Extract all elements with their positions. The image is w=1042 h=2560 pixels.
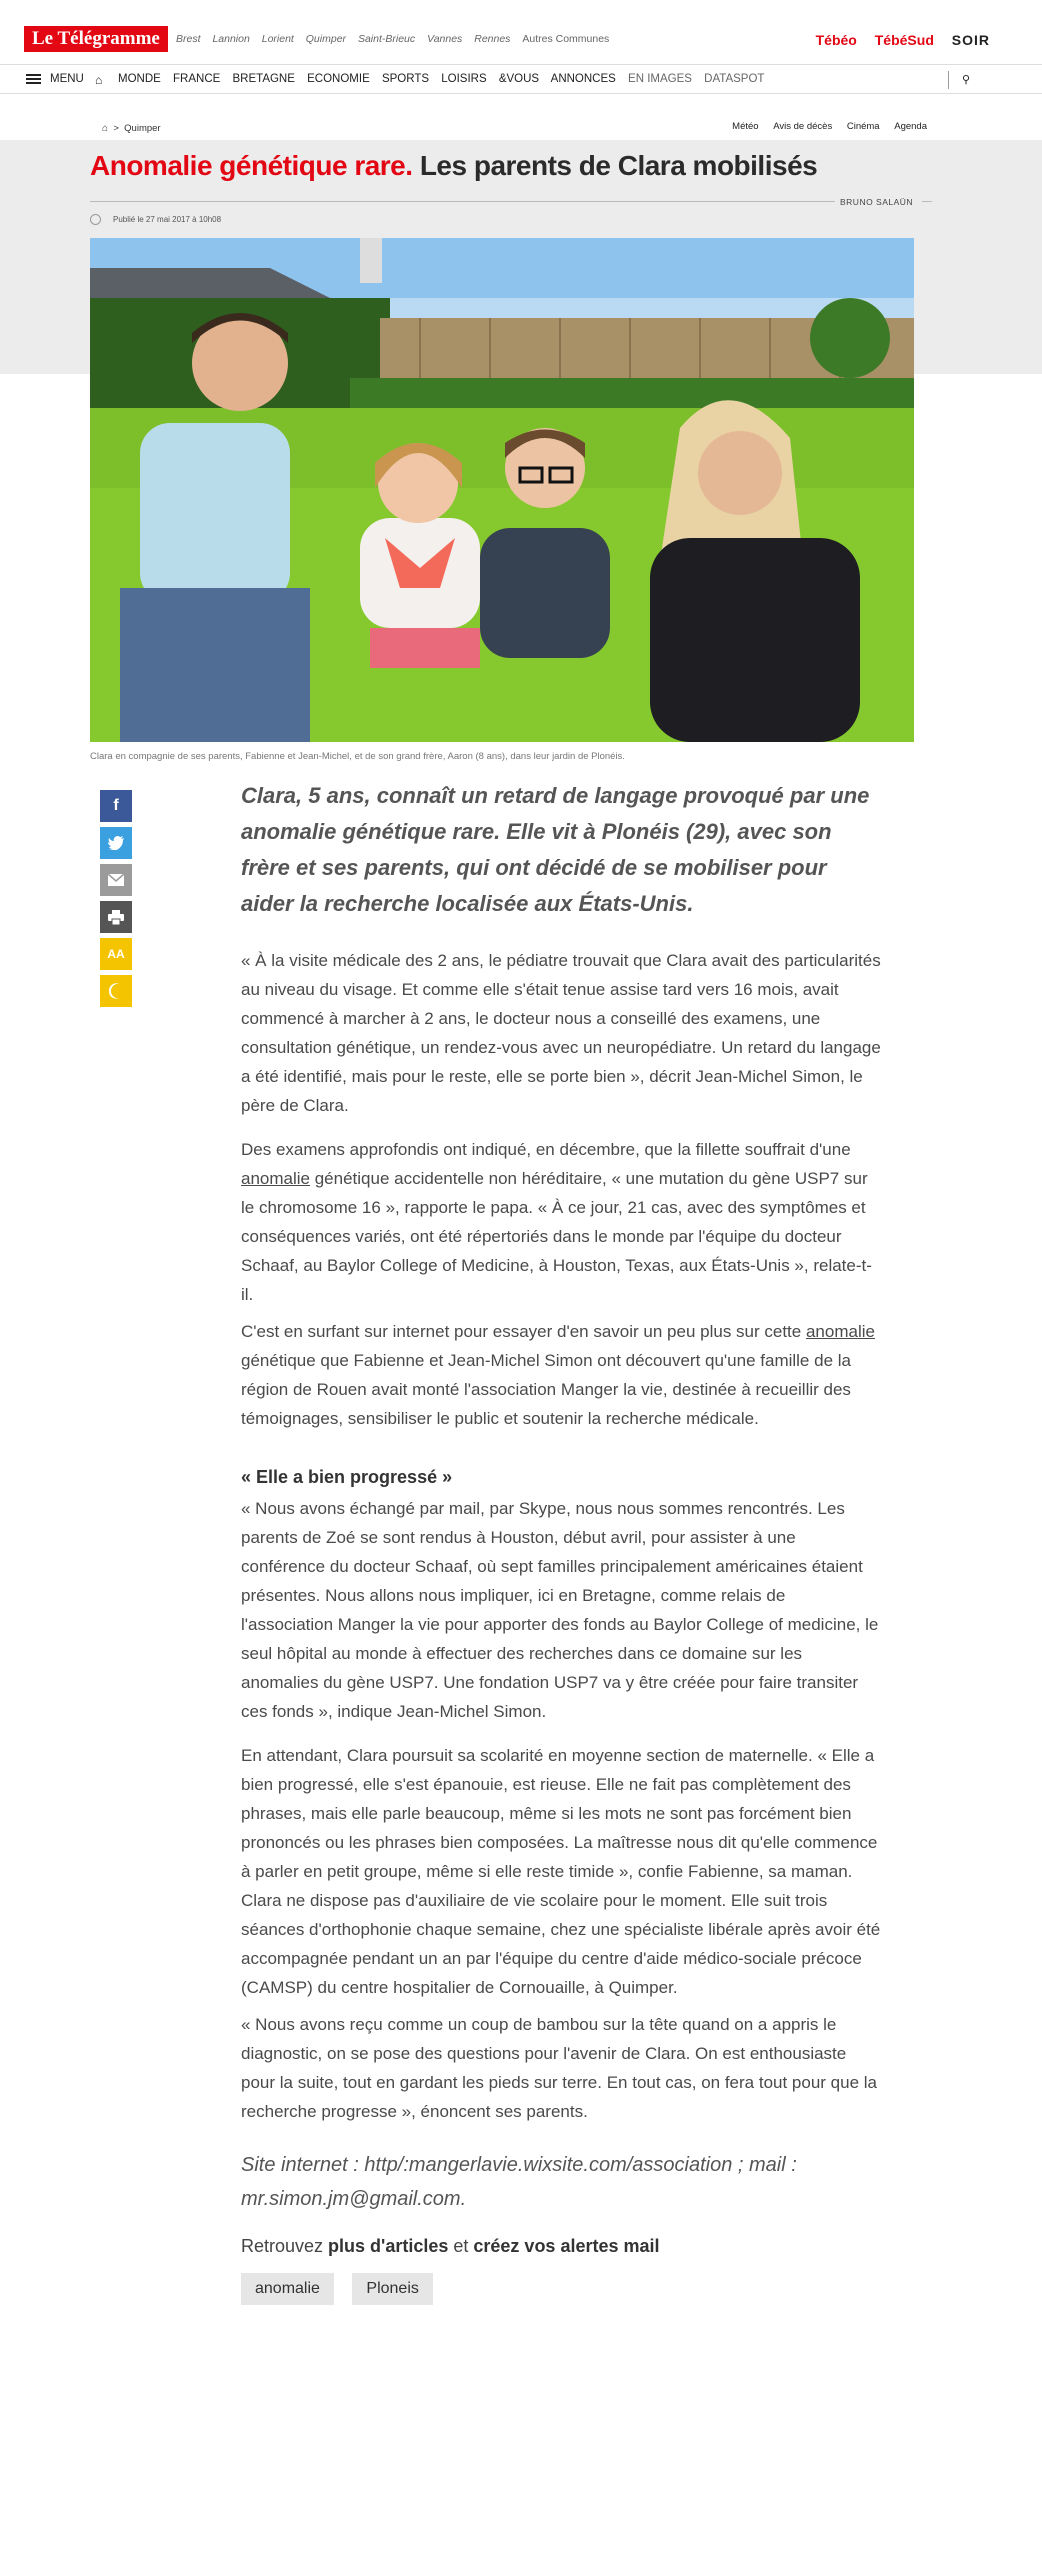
nav-item[interactable]: MONDE [118,73,161,85]
more-articles-link[interactable]: plus d'articles [328,2236,449,2256]
brand-soir[interactable]: SOIR [951,32,990,48]
paragraph-text: Des examens approfondis ont indiqué, en décembre, que la fillette souffrait d'une [241,1140,851,1159]
contact-info: Site internet : http/:mangerlavie.wixsite.com/association ; mail : mr.simon.jm@gmail.com. [241,2154,797,2210]
paragraph-text: génétique que Fabienne et Jean-Michel Simon ont découvert qu'une famille de la région de Rouen avait monté l'association Manger la vie, destinée à recueillir des témoignages, sensibiliser le public et soutenir la recherche médicale. [241,1351,851,1428]
nav-item[interactable]: EN IMAGES [628,73,692,85]
brand-links [802,32,990,48]
more-prefix: Retrouvez [241,2236,329,2256]
paragraph-5: En attendant, Clara poursuit sa scolarité en moyenne section de maternelle. « Elle a bien progressé, elle s'est épanouie, est rieuse. Elle ne fait pas complètement des phrases, mais elle parle beaucoup, même si les mots ne sont pas forcément bien prononcés ou les phrases bien composées. La maîtresse nous dit qu'elle commence à parler en petit groupe, même si elle reste timide », confie Fabienne, sa maman. Clara ne dispose pas d'auxiliaire de vie scolaire pour le moment. Elle suit trois séances d'orthophonie chaque semaine, chez une spécialiste libérale après avoir été accompagnée pendant un an par l'équipe du centre d'aide médico-sociale précoce (CAMSP) du centre hospitalier de Cornouaille, à Quimper. [241,1746,881,1997]
print-button[interactable] [100,901,132,933]
publish-date: Publié le 27 mai 2017 à 10h08 [113,215,222,224]
brand-tebeo[interactable]: Tébéo [815,32,857,48]
email-share-button[interactable] [100,864,132,896]
moon-icon [109,983,123,999]
city-link[interactable]: Rennes [474,33,511,45]
nav-item[interactable]: SPORTS [381,73,430,85]
facebook-share-button[interactable] [100,790,132,822]
quick-link-deces[interactable]: Avis de décès [773,121,833,132]
family-photo-illustration [90,238,914,742]
tag-anomalie[interactable]: anomalie [241,2273,334,2305]
breadcrumb [102,123,161,134]
breadcrumb-current[interactable]: Quimper [124,123,161,134]
nav-items [118,73,773,85]
main-nav [0,64,1042,94]
mail-icon [108,874,124,886]
clock-icon [90,214,101,225]
email-alerts-link[interactable]: créez vos alertes mail [473,2236,660,2256]
search-icon[interactable]: ⚲ [962,74,971,86]
paragraph-6: « Nous avons reçu comme un coup de bambou sur la tête quand on a appris le diagnostic, on se pose des questions pour l'avenir de Clara. On est enthousiaste pour la suite, tout en gardant les pieds sur terre. En tout cas, on fera tout pour que la recherche progresse », énoncent ses parents. [241,2015,877,2121]
paragraph-text: C'est en surfant sur internet pour essayer d'en savoir un peu plus sur cette [241,1322,806,1341]
city-link[interactable]: Lorient [261,33,294,45]
nav-item[interactable]: FRANCE [173,73,221,85]
more-mid: et [448,2236,474,2256]
paragraph-1: « À la visite médicale des 2 ans, le pédiatre trouvait que Clara avait des particularités au niveau du visage. Et comme elle s'était tenue assise tard vers 16 mois, avait commencé à marcher à 2 ans, le docteur nous a conseillé des examens, une consultation génétique, un rendez-vous avec un neuropédiatre. Un retard du langage a été identifié, mais pour le reste, elle se porte bien », décrit Jean-Michel Simon, le père de Clara. [241,951,881,1115]
home-icon[interactable]: ⌂ [102,123,109,134]
city-link[interactable]: Lannion [212,33,250,45]
font-size-icon: AA [107,947,125,961]
night-mode-button[interactable] [100,975,132,1007]
top-bar [0,0,1042,64]
city-link[interactable]: Vannes [427,33,463,45]
twitter-share-button[interactable] [100,827,132,859]
tag-list [241,2273,881,2305]
paragraph-4: « Nous avons échangé par mail, par Skype, nous nous sommes rencontrés. Les parents de Zoé se sont rendus à Houston, début avril, pour assister à une conférence du docteur Schaaf, où sept familles principalement américaines étaient présentes. Nous allons nous impliquer, ici en Bretagne, comme relais de l'association Manger la vie pour apporter des fonds au Baylor College of medicine, le seul hôpital au monde à effectuer des recherches dans ce domaine sur les anomalies du gène USP7. Une fondation USP7 va y être créée pour faire transiter ces fonds », indique Jean-Michel Simon. [241,1499,879,1721]
anomalie-link[interactable]: anomalie [241,1169,310,1188]
author-name: BRUNO SALAÜN [840,197,914,207]
city-link[interactable]: Saint-Brieuc [357,33,416,45]
article-lead: Clara, 5 ans, connaît un retard de langage provoqué par une anomalie génétique rare. Elle vit à Plonéis (29), avec son frère et ses parents, qui ont décidé de se mobiliser pour aider la recherche localisée aux États-Unis. [241,783,870,916]
quick-link-meteo[interactable]: Météo [732,121,759,132]
author-rule [922,201,932,202]
font-size-button[interactable] [100,938,132,970]
nav-divider [948,71,949,89]
article-photo [90,238,914,742]
title-rule [90,201,835,202]
hamburger-icon[interactable] [26,74,41,84]
facebook-icon: f [113,797,119,814]
brand-tebesud[interactable]: TébéSud [874,32,934,48]
title-red: Anomalie génétique rare. [90,150,413,181]
nav-item[interactable]: LOISIRS [441,73,487,85]
article-body [241,778,881,2305]
paragraph-2 [241,1135,881,1309]
city-link[interactable]: Brest [176,33,201,45]
city-links [176,33,618,45]
more-articles [241,2236,881,2257]
quick-link-agenda[interactable]: Agenda [894,121,927,132]
photo-caption: Clara en compagnie de ses parents, Fabienne et Jean-Michel, et de son grand frère, Aaron (8 ans), dans leur jardin de Plonéis. [90,751,625,762]
nav-item[interactable]: ECONOMIE [307,73,370,85]
site-logo[interactable]: Le Télégramme [24,26,168,52]
menu-button[interactable]: MENU [50,73,84,85]
nav-item[interactable]: DATASPOT [704,73,765,85]
paragraph-text: génétique accidentelle non héréditaire, « une mutation du gène USP7 sur le chromosome 16 », rapporte le papa. « À ce jour, 21 cas, avec des symptômes et conséquences variés, ont été répertoriés dans le monde par l'équipe du docteur Schaaf, au Baylor College of Medicine, à Houston, Texas, aux États-Unis », relate-t-il. [241,1169,872,1304]
city-link-other[interactable]: Autres Communes [522,33,610,45]
title-black: Les parents de Clara mobilisés [412,150,818,181]
page-title [90,150,817,182]
anomalie-link[interactable]: anomalie [805,1322,875,1341]
nav-item[interactable]: &VOUS [498,73,540,85]
quick-links [720,121,927,132]
tag-ploneis[interactable]: Ploneis [352,2273,432,2305]
section-subtitle: « Elle a bien progressé » [241,1467,453,1487]
nav-item[interactable]: BRETAGNE [232,73,295,85]
twitter-icon [108,836,124,850]
breadcrumb-separator: > [113,123,119,134]
home-icon[interactable]: ⌂ [95,73,103,87]
paragraph-3 [241,1317,881,1433]
print-icon [108,910,124,925]
quick-link-cinema[interactable]: Cinéma [846,121,880,132]
nav-item[interactable]: ANNONCES [550,73,616,85]
city-link[interactable]: Quimper [305,33,347,45]
